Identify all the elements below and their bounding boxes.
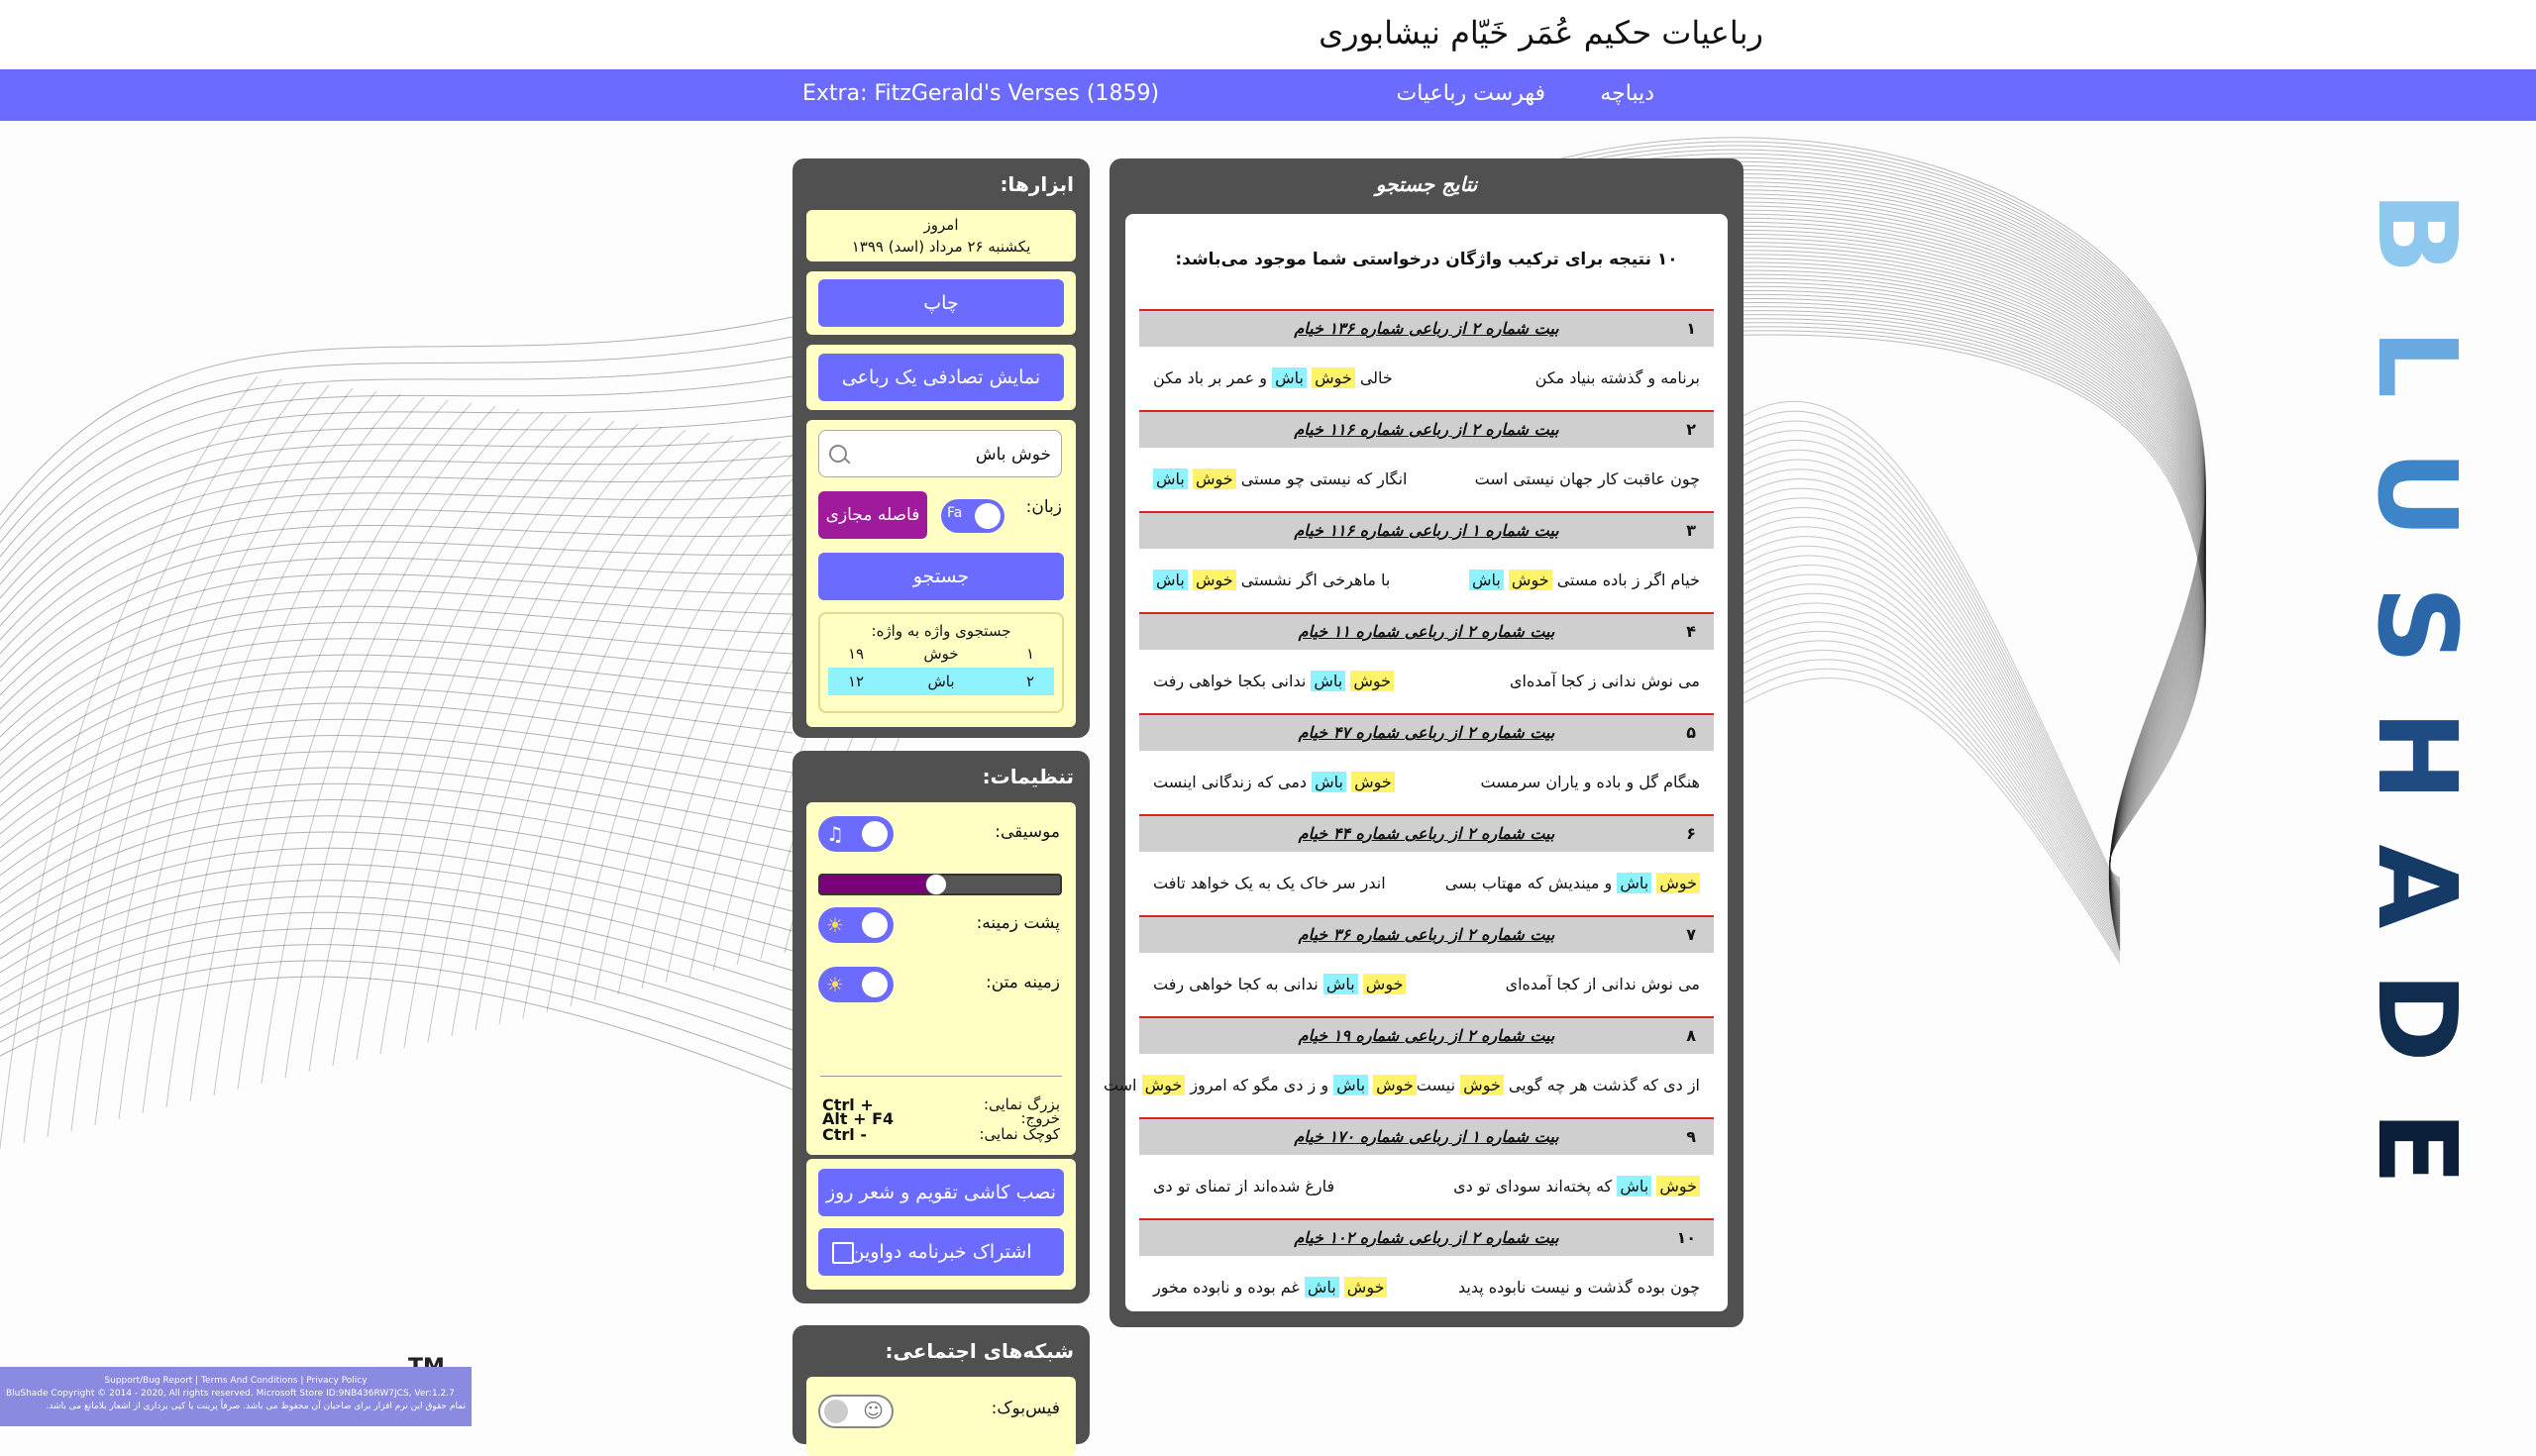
word-row[interactable]: [828, 640, 1054, 668]
background-label: پشت زمینه:: [976, 913, 1060, 933]
result-number: ۵: [1686, 723, 1696, 742]
exit-label: خروج:: [1020, 1109, 1060, 1127]
nav-dibache-link[interactable]: دیباچه: [1600, 81, 1654, 106]
settings-card: [806, 802, 1076, 1155]
zoom-out-label: کوچک نمایی:: [979, 1125, 1060, 1143]
search-highlight: خوش: [1350, 671, 1394, 691]
result-header: [1139, 410, 1714, 448]
language-toggle-knob: [975, 503, 1001, 529]
verse-second-half: خوش باش دمی که زندگانی اینست: [1153, 751, 1395, 814]
music-label: موسیقی:: [995, 822, 1060, 842]
result-header: [1139, 309, 1714, 347]
results-summary: ۱۰ نتیجه برای ترکیب واژگان درخواستی شما موجود می‌باشد:: [1175, 250, 1678, 269]
result-header: [1139, 713, 1714, 751]
exit-shortcut: Alt + F4: [822, 1109, 895, 1128]
newsletter-label: اشتراک خبرنامه دواوین: [850, 1241, 1032, 1263]
title-bar: [0, 0, 2536, 69]
brand-letter: A: [2354, 844, 2481, 929]
search-highlight: خوش: [1509, 570, 1552, 590]
brand-letter: B: [2354, 191, 2481, 274]
brand-letter: E: [2354, 1110, 2481, 1186]
search-highlight: باش: [1305, 1277, 1339, 1298]
virtual-space-button[interactable]: فاصله مجازی: [818, 491, 927, 539]
language-toggle-text: Fa: [947, 505, 963, 521]
result-verse: [1139, 852, 1714, 915]
result-header: [1139, 915, 1714, 953]
settings-divider: [820, 1076, 1062, 1077]
verse-first-half: خیام اگر ز باده مستی خوش باش: [1469, 549, 1700, 612]
search-highlight: خوش: [1656, 1176, 1700, 1196]
site-title: رباعیات حکیم عُمَر خَیّام نیشابوری: [1319, 14, 1763, 52]
result-reference-link[interactable]: بیت شماره ۲ از رباعی شماره ۱۱ خیام: [1298, 622, 1555, 641]
background-toggle[interactable]: [818, 907, 894, 943]
result-reference-link[interactable]: بیت شماره ۲ از رباعی شماره ۱۰۲ خیام: [1294, 1228, 1559, 1247]
search-icon: [829, 445, 847, 463]
word-row[interactable]: [828, 668, 1054, 695]
volume-slider[interactable]: [818, 874, 1062, 895]
result-header: [1139, 511, 1714, 549]
word-count: ۱۹: [848, 645, 865, 663]
verse-second-half: خوش باش و ز دی مگو که امروز خوش است: [1104, 1054, 1417, 1117]
word-index: ۲: [1025, 673, 1034, 690]
search-highlight: خوش: [1373, 1075, 1417, 1095]
verse-first-half: می نوش ندانی از کجا آمده‌ای: [1505, 975, 1700, 993]
blushade-logo: [2354, 178, 2481, 1228]
verse-second-half: فارغ شده‌اند از تمنای تو دی: [1153, 1177, 1335, 1196]
result-verse: [1139, 347, 1714, 410]
word-index: ۱: [1025, 645, 1034, 663]
verse-first-half: چون عاقبت کار جهان نیستی است: [1474, 469, 1700, 488]
text-background-toggle-knob: [862, 972, 888, 997]
footer: [0, 1367, 472, 1426]
result-item[interactable]: [1139, 713, 1714, 814]
search-highlight: خوش: [1344, 1277, 1388, 1298]
search-highlight: باش: [1153, 570, 1188, 590]
verse-first-half: می نوش ندانی ز کجا آمده‌ای: [1510, 672, 1700, 690]
result-item[interactable]: [1139, 814, 1714, 915]
result-verse: [1139, 549, 1714, 612]
result-header: [1139, 1218, 1714, 1256]
result-number: ۴: [1686, 622, 1696, 641]
search-card: [806, 420, 1076, 727]
zoom-in-label: بزرگ نمایی:: [983, 1095, 1060, 1113]
actions-card: [806, 1159, 1076, 1290]
search-highlight: خوش: [1460, 1075, 1504, 1095]
result-verse: [1139, 751, 1714, 814]
facebook-toggle[interactable]: [818, 1395, 894, 1428]
verse-second-half: خالی خوش باش و عمر بر باد مکن: [1153, 368, 1393, 387]
brand-letter: U: [2354, 450, 2481, 539]
background-toggle-knob: [862, 912, 888, 938]
result-reference-link[interactable]: بیت شماره ۱ از رباعی شماره ۱۱۶ خیام: [1294, 521, 1559, 540]
brand-letter: H: [2354, 709, 2481, 802]
search-highlight: باش: [1312, 772, 1346, 792]
brand-letter: S: [2354, 585, 2481, 665]
verse-first-half: برنامه و گذشته بنیاد مکن: [1534, 368, 1700, 387]
print-button[interactable]: چاپ: [818, 279, 1064, 327]
tools-panel: [792, 158, 1090, 738]
result-reference-link[interactable]: بیت شماره ۲ از رباعی شماره ۴۴ خیام: [1298, 824, 1555, 843]
language-label: زبان:: [1025, 497, 1062, 517]
word-text: باش: [927, 673, 955, 690]
nav-bar: [0, 69, 2536, 121]
result-item[interactable]: [1139, 511, 1714, 612]
tools-title: ابزارها:: [1000, 172, 1074, 196]
settings-panel: [792, 751, 1090, 1303]
date-today-label: امروز: [923, 216, 959, 234]
result-number: ۲: [1686, 420, 1696, 439]
rss-feed-icon: [832, 1242, 854, 1264]
result-header: [1139, 1016, 1714, 1054]
date-card: [806, 210, 1076, 261]
result-number: ۳: [1686, 521, 1696, 540]
results-title: نتایج جستجو: [1375, 172, 1478, 196]
random-rubai-button[interactable]: نمایش تصادفی یک رباعی: [818, 354, 1064, 401]
search-highlight: باش: [1272, 367, 1307, 388]
facebook-label: فیس‌بوک:: [991, 1399, 1060, 1418]
language-toggle[interactable]: [941, 499, 1004, 533]
results-list: [1103, 214, 1728, 1311]
result-number: ۱: [1686, 319, 1696, 338]
brand-letter: L: [2354, 328, 2481, 399]
brand-letter: D: [2354, 972, 2481, 1063]
newsletter-button[interactable]: [818, 1228, 1064, 1276]
verse-first-half: چون بوده گذشت و نیست نابوده پدید: [1457, 1278, 1700, 1297]
nav-extra-link[interactable]: Extra: FitzGerald's Verses (1859): [802, 81, 1160, 106]
search-highlight: باش: [1333, 1075, 1368, 1095]
result-header: [1139, 814, 1714, 852]
zoom-out-shortcut: Ctrl -: [822, 1125, 867, 1144]
result-reference-link[interactable]: بیت شماره ۲ از رباعی شماره ۱۳۶ خیام: [1294, 319, 1559, 338]
result-header: [1139, 1117, 1714, 1155]
install-tile-button[interactable]: نصب کاشی تقویم و شعر روز: [818, 1169, 1064, 1216]
result-verse: [1139, 1256, 1714, 1319]
search-input-value: خوش باش: [975, 445, 1051, 465]
result-verse: [1139, 650, 1714, 713]
result-verse: [1139, 953, 1714, 1016]
search-highlight: خوش: [1312, 367, 1355, 388]
nav-list-link[interactable]: فهرست رباعیات: [1396, 81, 1545, 106]
word-count: ۱۲: [848, 673, 865, 690]
search-highlight: باش: [1617, 1176, 1651, 1196]
verse-second-half: خوش باش ندانی به کجا خواهی رفت: [1153, 953, 1406, 1016]
random-card: [806, 345, 1076, 410]
verse-second-half: با ماهرخی اگر نشستی خوش باش: [1153, 549, 1390, 612]
result-reference-link[interactable]: بیت شماره ۲ از رباعی شماره ۳۶ خیام: [1298, 925, 1555, 944]
search-highlight: خوش: [1193, 468, 1236, 489]
print-card: [806, 271, 1076, 335]
social-card: [806, 1377, 1076, 1456]
result-item[interactable]: [1139, 1117, 1714, 1218]
word-search-box: [818, 612, 1064, 713]
search-highlight: خوش: [1656, 873, 1700, 893]
verse-second-half: اندر سر خاک یک به یک خواهد تافت: [1153, 874, 1386, 892]
search-highlight: باش: [1469, 570, 1504, 590]
result-number: ۸: [1686, 1026, 1696, 1045]
music-note-icon: ♫: [826, 822, 844, 846]
search-highlight: باش: [1617, 873, 1651, 893]
search-highlight: خوش: [1193, 570, 1236, 590]
verse-first-half: خوش باش و میندیش که مهتاب بسی: [1445, 852, 1700, 915]
verse-first-half: از دی که گذشت هر چه گویی خوش نیست: [1416, 1076, 1700, 1094]
verse-first-half: هنگام گل و باده و یاران سرمست: [1480, 773, 1700, 791]
footer-copyright: BluShade Copyright © 2014 - 2020, All rights reserved. Microsoft Store ID:9NB436RW7JCS, Ver:1.2.7: [6, 1389, 455, 1399]
result-verse: [1103, 1054, 1714, 1117]
zoom-in-shortcut: Ctrl +: [822, 1095, 874, 1114]
result-verse: [1139, 448, 1714, 511]
search-highlight: خوش: [1351, 772, 1395, 792]
date-value: یکشنبه ۲۶ مرداد (اسد) ۱۳۹۹: [851, 238, 1031, 256]
verse-second-half: خوش باش ندانی بکجا خواهی رفت: [1153, 650, 1394, 713]
result-item[interactable]: [1139, 612, 1714, 713]
result-item[interactable]: [1139, 915, 1714, 1016]
music-toggle-knob: [862, 821, 888, 847]
result-item[interactable]: [1139, 410, 1714, 511]
social-title: شبکه‌های اجتماعی:: [885, 1339, 1074, 1363]
result-number: ۹: [1686, 1127, 1696, 1146]
search-highlight: باش: [1311, 671, 1345, 691]
search-highlight: باش: [1153, 468, 1188, 489]
sun-icon: ☀: [826, 973, 844, 996]
result-verse: [1139, 1155, 1714, 1218]
settings-title: تنظیمات:: [982, 765, 1074, 788]
result-item[interactable]: [1103, 1016, 1714, 1117]
facebook-toggle-knob: [824, 1400, 848, 1423]
music-toggle[interactable]: [818, 816, 894, 852]
search-highlight: خوش: [1142, 1075, 1186, 1095]
result-header: [1139, 612, 1714, 650]
text-background-toggle[interactable]: [818, 967, 894, 1002]
results-panel: [1103, 158, 1744, 1327]
verse-first-half: خوش باش که پخته‌اند سودای تو دی: [1453, 1155, 1700, 1218]
verse-second-half: انگار که نیستی چو مستی خوش باش: [1153, 448, 1407, 511]
result-number: ۷: [1686, 925, 1696, 944]
result-item[interactable]: [1139, 1218, 1714, 1319]
result-reference-link[interactable]: بیت شماره ۲ از رباعی شماره ۱۹ خیام: [1298, 1026, 1555, 1045]
search-button[interactable]: جستجو: [818, 553, 1064, 600]
result-reference-link[interactable]: بیت شماره ۱ از رباعی شماره ۱۷۰ خیام: [1294, 1127, 1559, 1146]
result-reference-link[interactable]: بیت شماره ۲ از رباعی شماره ۱۱۶ خیام: [1294, 420, 1559, 439]
result-item[interactable]: [1139, 309, 1714, 410]
text-background-label: زمینه متن:: [986, 973, 1060, 992]
search-highlight: خوش: [1363, 974, 1407, 994]
volume-slider-thumb[interactable]: [925, 874, 947, 895]
result-reference-link[interactable]: بیت شماره ۲ از رباعی شماره ۴۷ خیام: [1298, 723, 1555, 742]
search-input[interactable]: [818, 430, 1062, 477]
search-highlight: باش: [1323, 974, 1358, 994]
result-number: ۶: [1686, 824, 1696, 843]
smiley-icon: ☺: [863, 1399, 884, 1422]
social-panel: [792, 1325, 1090, 1444]
word-text: خوش: [923, 645, 959, 663]
sun-icon: ☀: [826, 913, 844, 937]
verse-second-half: خوش باش غم بوده و نابوده مخور: [1153, 1256, 1387, 1319]
footer-links[interactable]: Support/Bug Report | Terms And Conditions | Privacy Policy: [104, 1376, 368, 1386]
result-number: ۱۰: [1676, 1228, 1696, 1247]
footer-note: تمام حقوق این نرم افزار برای صاحبان آن محفوظ می باشد. صرفاً پرینت یا کپی برداری از اشعار بلامانع می باشد.: [46, 1402, 466, 1411]
word-search-title: جستجوی واژه به واژه:: [871, 622, 1011, 640]
